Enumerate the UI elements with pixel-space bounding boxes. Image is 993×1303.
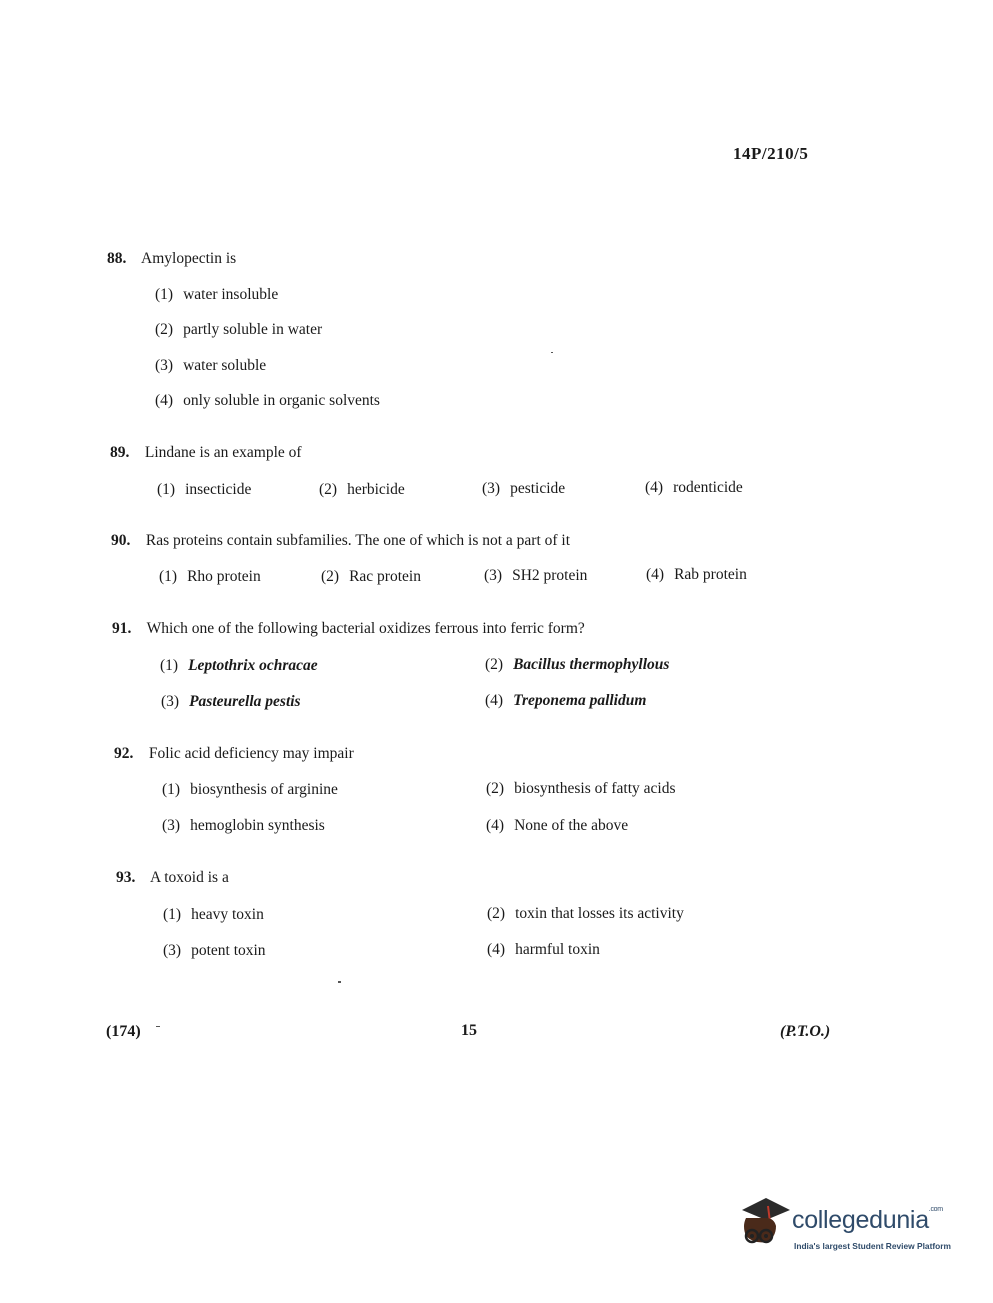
scan-speck [338, 981, 341, 983]
option: (4) only soluble in organic solvents [155, 392, 380, 409]
option: (3) Pasteurella pestis [161, 693, 301, 710]
option: (3) SH2 protein [484, 567, 588, 584]
question-number: 89. [110, 444, 130, 461]
footer-code: (174) [106, 1023, 141, 1040]
scan-speck [551, 352, 553, 353]
option: (2) Rac protein [321, 568, 421, 585]
option: (1) biosynthesis of arginine [162, 781, 338, 798]
question-text: A toxoid is a [150, 869, 229, 886]
option: (2) partly soluble in water [155, 321, 323, 338]
question-text: Amylopectin is [141, 250, 237, 267]
option: (2) toxin that losses its activity [487, 905, 684, 922]
pto-label: (P.T.O.) [780, 1023, 831, 1040]
question-91 [112, 620, 585, 638]
question-text: Ras proteins contain subfamilies. The one of which is not a part of it [145, 532, 571, 549]
option: (1) Leptothrix ochracae [160, 657, 318, 674]
brand-name: collegedunia$^{.com}$ [792, 1206, 943, 1234]
option: (1) Rho protein [159, 568, 261, 585]
option: (4) harmful toxin [487, 941, 600, 958]
option: (2) herbicide [319, 481, 405, 498]
question-89 [110, 444, 302, 462]
page-number: 15 [461, 1022, 477, 1039]
question-92 [114, 745, 354, 763]
collegedunia-logo [736, 1196, 962, 1266]
option: (1) heavy toxin [163, 906, 264, 923]
option: (3) hemoglobin synthesis [162, 817, 325, 834]
option: (4) Treponema pallidum [485, 692, 647, 709]
option: (4) rodenticide [645, 479, 743, 496]
option: (2) Bacillus thermophyllous [485, 656, 670, 673]
option: (3) pesticide [482, 480, 566, 497]
option: (2) biosynthesis of fatty acids [486, 780, 676, 797]
paper-code: 14P/210/5 [733, 144, 809, 163]
question-number: 88. [107, 250, 127, 267]
option: (3) water soluble [155, 357, 267, 374]
question-text: Folic acid deficiency may impair [148, 745, 354, 762]
option: (3) potent toxin [163, 942, 266, 959]
brand-tagline: India's largest Student Review Platform [794, 1241, 951, 1251]
mascot-icon [736, 1196, 792, 1256]
question-number: 91. [112, 620, 132, 637]
option: (1) insecticide [157, 481, 252, 498]
option: (4) Rab protein [646, 566, 747, 583]
question-number: 92. [114, 745, 134, 762]
question-text: Lindane is an example of [144, 444, 302, 461]
question-90 [111, 532, 570, 550]
question-number: 90. [111, 532, 131, 549]
option: (1) water insoluble [155, 286, 279, 303]
question-88 [107, 250, 236, 268]
question-number: 93. [116, 869, 136, 886]
question-93 [116, 869, 229, 887]
scan-speck [156, 1026, 160, 1027]
question-text: Which one of the following bacterial oxidizes ferrous into ferric form? [146, 620, 585, 637]
option: (4) None of the above [486, 817, 629, 834]
